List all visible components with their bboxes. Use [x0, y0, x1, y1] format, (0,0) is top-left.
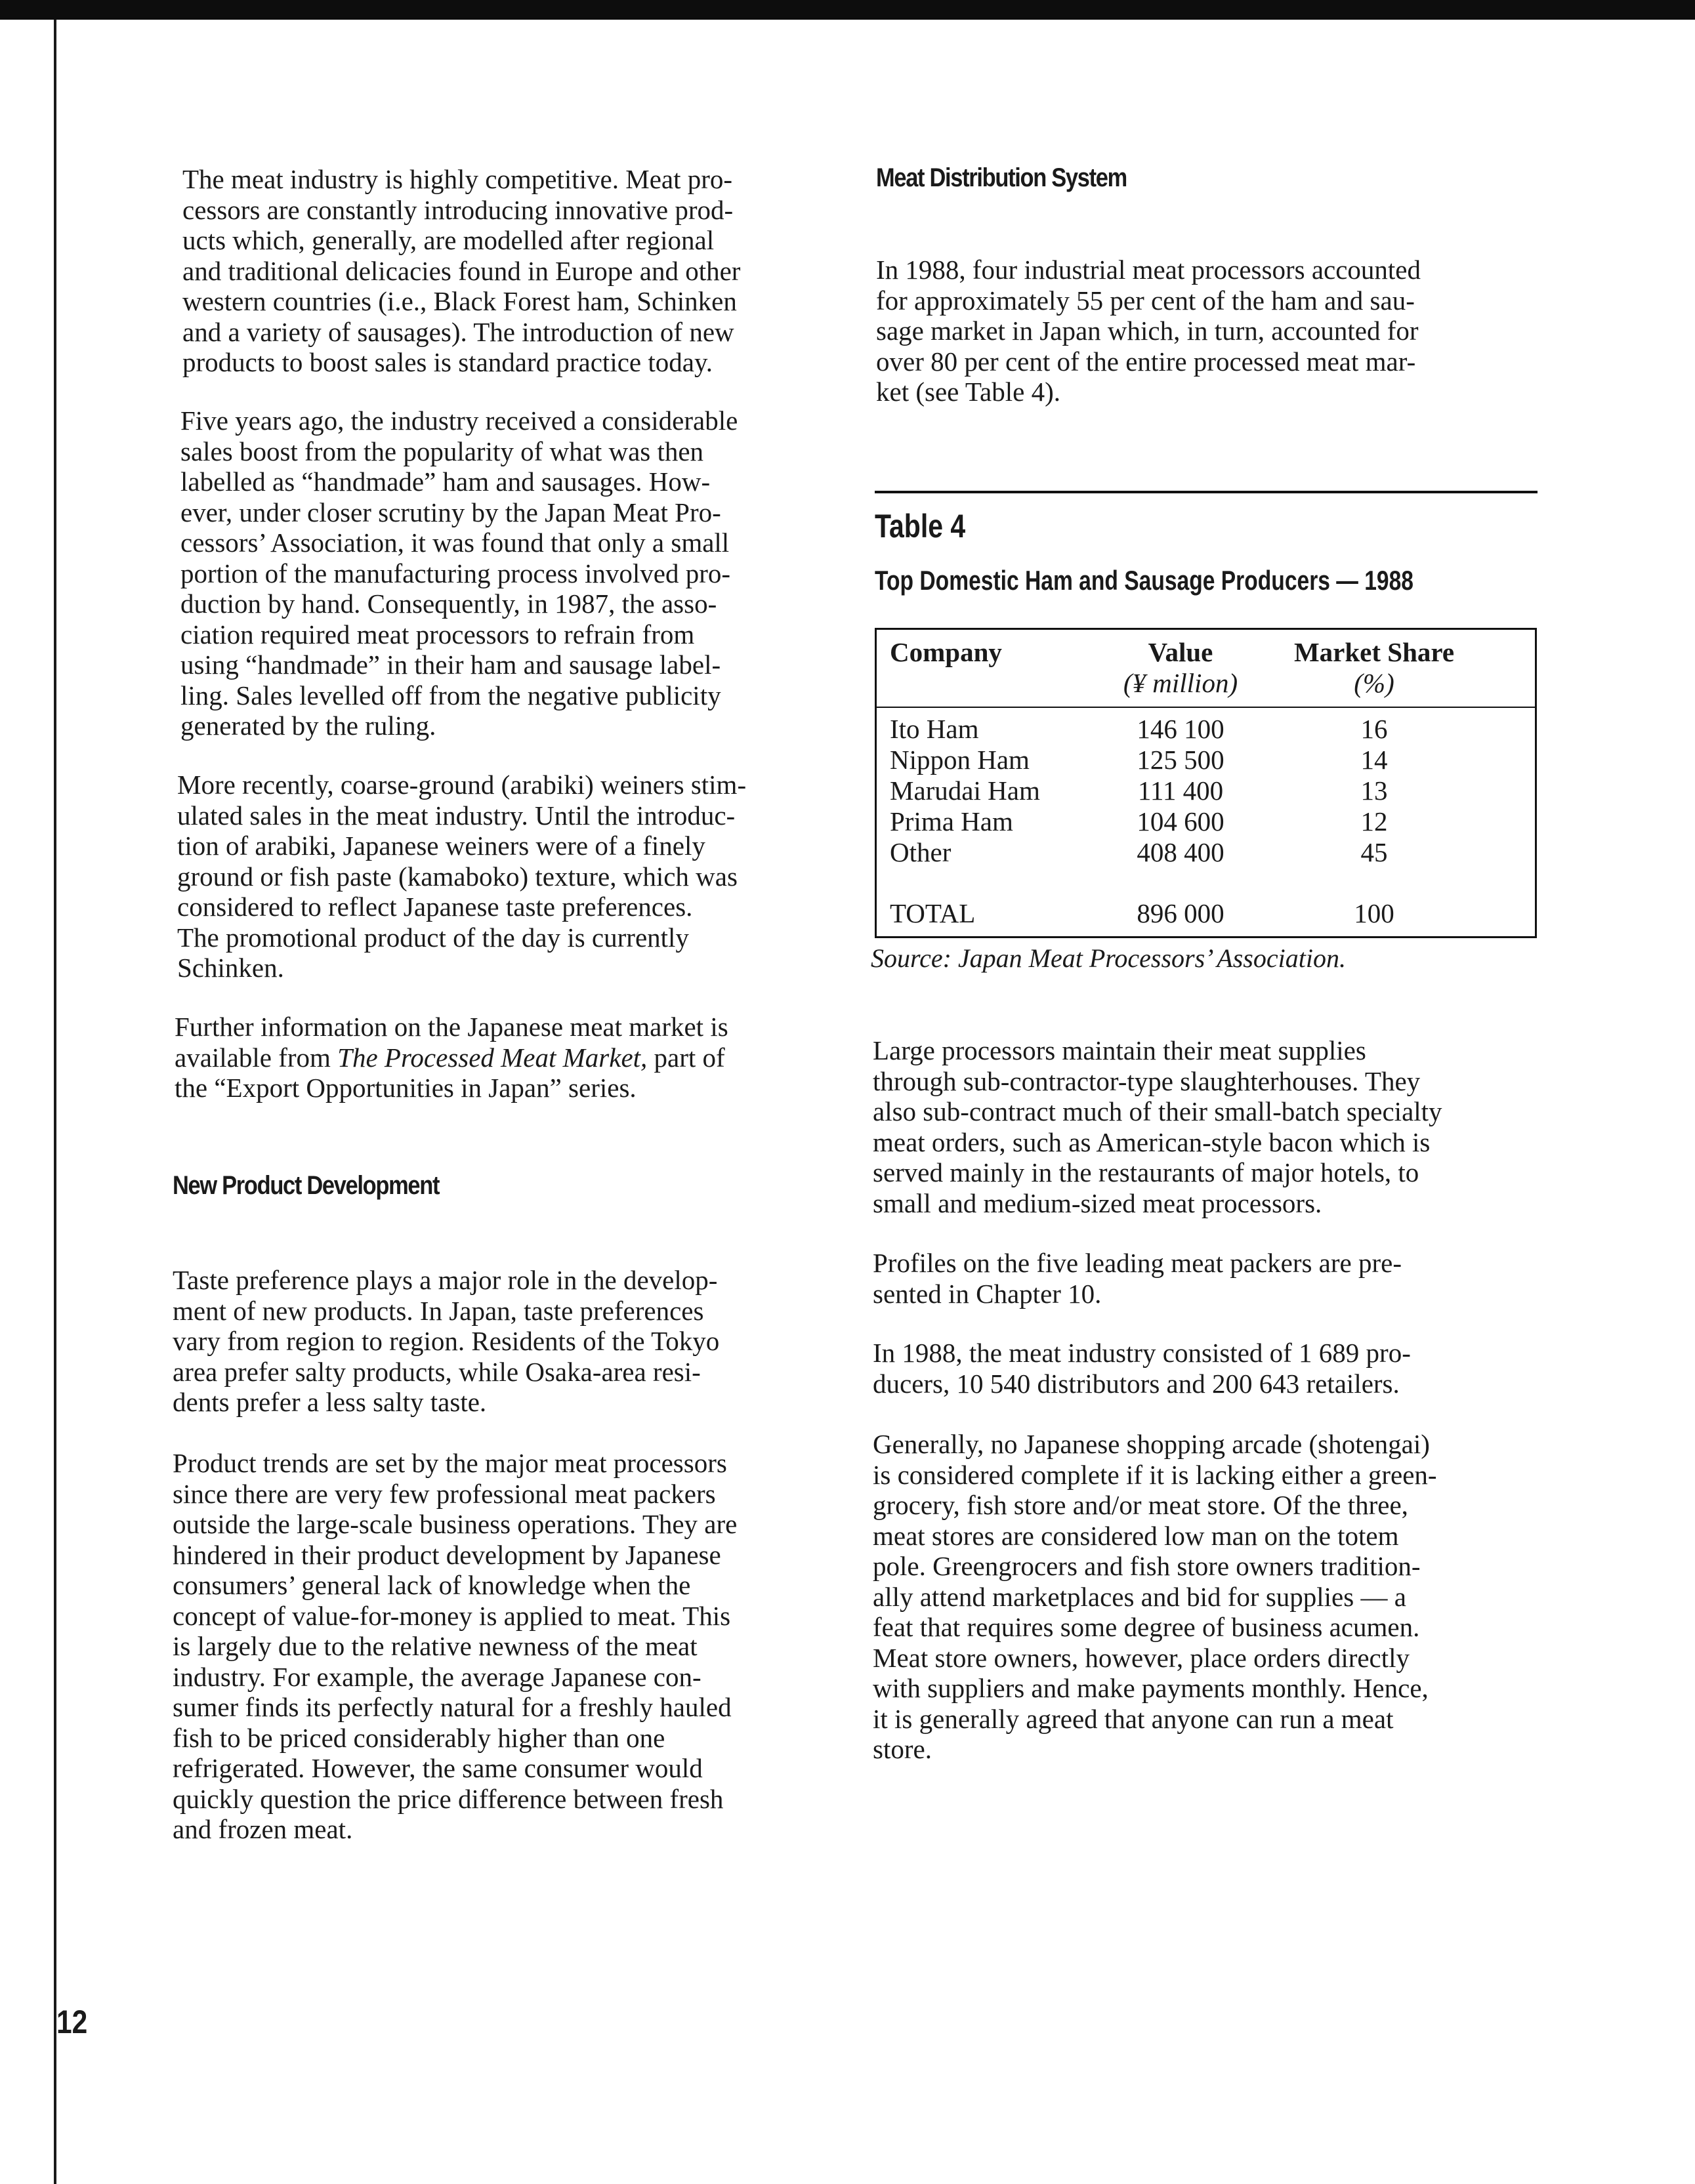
- paragraph-meat-industry: The meat industry is highly competitive. Meat pro- cessors are constantly introducing innovative prod- ucts which, generally, are modelled after regional and traditional delicacies found in Europe and other western countries (i.e., Black Forest ham, Schinken and a variety of sausages). The introduction of new products to boost sales is standard practice today.: [182, 164, 741, 377]
- paragraph-industry-counts: In 1988, the meat industry consisted of 1 689 pro- ducers, 10 540 distributors and 200 643 retailers.: [873, 1338, 1411, 1399]
- paragraph-profiles: Profiles on the five leading meat packers are pre- sented in Chapter 10.: [873, 1248, 1402, 1309]
- cell-total-label: TOTAL: [890, 898, 976, 928]
- paragraph-taste-preference: Taste preference plays a major role in the develop- ment of new products. In Japan, taste preferences vary from region to region. Residents of the Tokyo area prefer salty products, while Osaka-area resi- dents prefer a less salty taste.: [173, 1265, 720, 1417]
- cell-value: 146 100: [1137, 714, 1224, 744]
- cell-company: Other: [890, 837, 952, 867]
- heading-new-product-development: New Product Development: [173, 1171, 440, 1200]
- cell-value: 125 500: [1137, 745, 1224, 775]
- cell-share: 45: [1360, 837, 1388, 867]
- top-border-rule: [0, 0, 1695, 20]
- cell-total-share: 100: [1354, 898, 1394, 928]
- cell-share: 16: [1360, 714, 1388, 744]
- column-header-value: Value: [1148, 637, 1213, 667]
- paragraph-arabiki: More recently, coarse-ground (arabiki) weiners stim- ulated sales in the meat industry. Until the introduc- tion of arabiki, Japanese weiners were of a finely ground or fish paste (kamaboko) texture, which was considered to reflect Japanese taste preferences. The promotional product of the day is currently Schinken.: [177, 770, 747, 983]
- table-subtitle: Top Domestic Ham and Sausage Producers — 1988: [875, 565, 1413, 596]
- paragraph-four-processors: In 1988, four industrial meat processors accounted for approximately 55 per cent of the ham and sau- sage market in Japan which, in turn, accounted for over 80 per cent of the entire processed meat mar- ket (see Table 4).: [876, 255, 1421, 407]
- cell-share: 12: [1360, 806, 1388, 836]
- publication-title: The Processed Meat Market,: [337, 1042, 648, 1073]
- cell-value: 104 600: [1137, 806, 1224, 836]
- column-header-market-share: Market Share: [1293, 637, 1455, 667]
- page-number: 12: [56, 2004, 88, 2040]
- column-unit-share: (%): [1354, 668, 1394, 698]
- table-source-note: Source: Japan Meat Processors’ Association.: [871, 943, 1346, 973]
- paragraph-large-processors: Large processors maintain their meat supplies through sub-contractor-type slaughterhouses. They also sub-contract much of their small-batch specialty meat orders, such as American-style bacon which is served mainly in the restaurants of major hotels, to small and medium-sized meat processors.: [873, 1035, 1442, 1218]
- paragraph-shopping-arcade: Generally, no Japanese shopping arcade (shotengai) is considered complete if it is lacking either a green- grocery, fish store and/or meat store. Of the three, meat stores are considered low man on the totem pole. Greengrocers and fish store owners tradition- ally attend marketplaces and bid for supplies — a feat that requires some degree of business acumen. Meat store owners, however, place orders directly with suppliers and make payments monthly. Hence, it is generally agreed that anyone can run a meat store.: [873, 1429, 1437, 1764]
- column-header-company: Company: [890, 637, 1002, 667]
- paragraph-further-information: Further information on the Japanese meat market is available from The Processed Meat Market, part of the “Export Opportunities in Japan” series.: [175, 1012, 728, 1103]
- table-top-rule: [875, 491, 1538, 493]
- cell-company: Nippon Ham: [890, 745, 1030, 775]
- cell-share: 13: [1360, 775, 1388, 806]
- column-unit-value: (¥ million): [1123, 668, 1238, 698]
- table-title: Table 4: [875, 508, 966, 545]
- cell-total-value: 896 000: [1137, 898, 1224, 928]
- cell-company: Marudai Ham: [890, 775, 1040, 806]
- cell-company: Prima Ham: [890, 806, 1013, 836]
- left-margin-rule: [54, 20, 56, 2184]
- paragraph-product-trends: Product trends are set by the major meat processors since there are very few professional meat packers outside the large-scale business operations. They are hindered in their product development by Japanese consumers’ general lack of knowledge when the concept of value-for-money is applied to meat. This is largely due to the relative newness of the meat industry. For example, the average Japanese con- sumer finds its perfectly natural for a freshly hauled fish to be priced considerably higher than one refrigerated. However, the same consumer would quickly question the price difference between fresh and frozen meat.: [173, 1448, 738, 1844]
- cell-value: 408 400: [1137, 837, 1224, 867]
- cell-share: 14: [1360, 745, 1388, 775]
- cell-company: Ito Ham: [890, 714, 979, 744]
- producers-table: [875, 628, 1537, 938]
- cell-value: 111 400: [1137, 775, 1224, 806]
- header-separator: [877, 707, 1535, 708]
- heading-meat-distribution-system: Meat Distribution System: [876, 163, 1127, 192]
- paragraph-handmade: Five years ago, the industry received a considerable sales boost from the popularity of what was then labelled as “handmade” ham and sausages. How- ever, under closer scrutiny by the Japan Meat Pro- cessors’ Association, it was found that only a small portion of the manufacturing process involved pro- duction by hand. Consequently, in 1987, the asso- ciation required meat processors to refrain from using “handmade” in their ham and sausage label- ling. Sales levelled off from the negative publicity generated by the ruling.: [180, 405, 738, 741]
